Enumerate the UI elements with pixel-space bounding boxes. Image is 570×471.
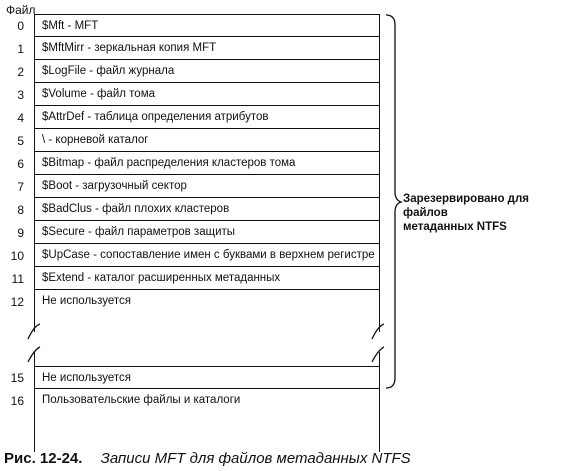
record-number: 4 xyxy=(17,111,24,125)
record-name: $Boot - загрузочный сектор xyxy=(42,180,187,192)
record-number: 6 xyxy=(17,157,24,171)
figure-title: Записи MFT для файлов метаданных NTFS xyxy=(100,450,411,467)
record-name: Не используется xyxy=(42,295,132,307)
record-number: 11 xyxy=(11,272,24,286)
record-name: $UpCase - сопоставление имен с буквами в верхнем регистре xyxy=(42,249,375,261)
record-number: 10 xyxy=(10,249,24,263)
figure-caption xyxy=(4,450,411,467)
record-number: 2 xyxy=(17,65,24,79)
record-name: $Volume - файл тома xyxy=(42,88,155,100)
record-number: 0 xyxy=(17,19,24,33)
record-name: $BadClus - файл плохих кластеров xyxy=(42,203,230,215)
record-number: 8 xyxy=(17,203,24,217)
reserved-note-line-2: метаданных NTFS xyxy=(403,221,507,233)
record-number: 16 xyxy=(10,394,24,408)
record-number: 5 xyxy=(17,134,24,148)
record-number: 3 xyxy=(17,88,24,102)
reserved-range-brace xyxy=(386,15,401,388)
record-name: $Secure - файл параметров защиты xyxy=(42,226,236,238)
record-name: $Mft - MFT xyxy=(42,20,99,32)
record-number: 1 xyxy=(17,42,24,56)
break-mark-lower-left xyxy=(28,347,40,362)
figure-number: Рис. 12-24. xyxy=(4,450,83,467)
record-name: $LogFile - файл журнала xyxy=(42,65,175,77)
record-name: \ - корневой каталог xyxy=(42,134,149,146)
record-number: 12 xyxy=(10,295,24,309)
record-number: 15 xyxy=(10,371,24,385)
record-name: Не используется xyxy=(42,372,132,384)
column-header: Файл xyxy=(6,3,36,17)
record-name: $Extend - каталог расширенных метаданных xyxy=(42,272,281,284)
break-mark-lower-right xyxy=(372,347,384,362)
record-name: $Bitmap - файл распределения кластеров тома xyxy=(42,157,296,169)
record-name: Пользовательские файлы и каталоги xyxy=(42,394,241,406)
record-number: 9 xyxy=(17,226,24,240)
record-name: $MftMirr - зеркальная копия MFT xyxy=(42,42,217,54)
break-mark-upper-left xyxy=(28,324,40,339)
record-name: $AttrDef - таблица определения атрибутов xyxy=(42,111,269,123)
reserved-note-line-1: Зарезервировано для файлов xyxy=(403,193,529,219)
reserved-note xyxy=(403,192,570,234)
break-mark-upper-right xyxy=(372,324,384,339)
record-number: 7 xyxy=(17,180,24,194)
